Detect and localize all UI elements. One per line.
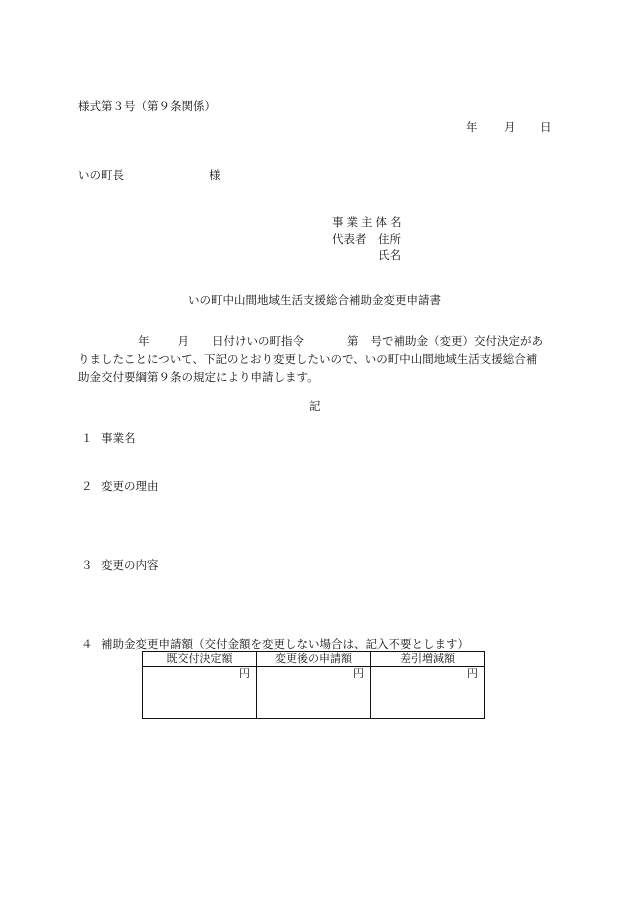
body-line-1: [78, 332, 564, 350]
cell-changed-amount[interactable]: 円: [257, 667, 371, 719]
header-changed-amount: 変更後の申請額: [257, 652, 371, 667]
addressee-honorific: 様: [209, 168, 221, 182]
cell-existing-amount[interactable]: 円: [143, 667, 257, 719]
item-3-label: 変更の内容: [101, 558, 159, 572]
body-line-2: りましたことについて、下記のとおり変更したいので、いの町中山間地域生活支援総合補: [78, 352, 538, 366]
ki-heading: 記: [309, 399, 321, 413]
body-year: 年: [138, 334, 150, 348]
item-1-label: 事業名: [101, 431, 136, 445]
cell-difference[interactable]: 円: [371, 667, 485, 719]
body-no: 第: [347, 334, 359, 348]
amount-table-header-row: [143, 652, 485, 667]
item-4-label: 補助金変更申請額（交付金額を変更しない場合は、記入不要とします）: [101, 637, 469, 651]
header-existing-amount: 既交付決定額: [143, 652, 257, 667]
header-difference: 差引増減額: [371, 652, 485, 667]
amount-table: [142, 651, 485, 719]
addressee-name: いの町長: [78, 168, 124, 182]
item-2-label: 変更の理由: [101, 479, 159, 493]
name-label: 氏名: [378, 248, 401, 262]
entity-label: 事業主体名: [332, 215, 405, 229]
body-line-3: 助金交付要綱第９条の規定により申請します。: [78, 370, 319, 384]
representative-label: 代表者: [332, 232, 367, 246]
body-rest: 号で補助金（変更）交付決定があ: [370, 334, 543, 348]
form-number: 様式第３号（第９条関係）: [78, 99, 216, 113]
body-month: 月: [177, 334, 189, 348]
item-3-number: ３: [81, 558, 93, 572]
item-4-number: ４: [81, 637, 93, 651]
item-2-number: ２: [81, 479, 93, 493]
body-paragraph: [78, 332, 564, 386]
address-label: 住所: [378, 232, 401, 246]
date-year: 年: [466, 120, 478, 134]
document-title: いの町中山間地域生活支援総合補助金変更申請書: [188, 293, 441, 307]
date-day: 日: [540, 120, 552, 134]
amount-table-value-row: [143, 667, 485, 719]
item-1-number: １: [81, 431, 93, 445]
date-month: 月: [504, 120, 516, 134]
body-date-ref: 日付けいの町指令: [212, 334, 304, 348]
